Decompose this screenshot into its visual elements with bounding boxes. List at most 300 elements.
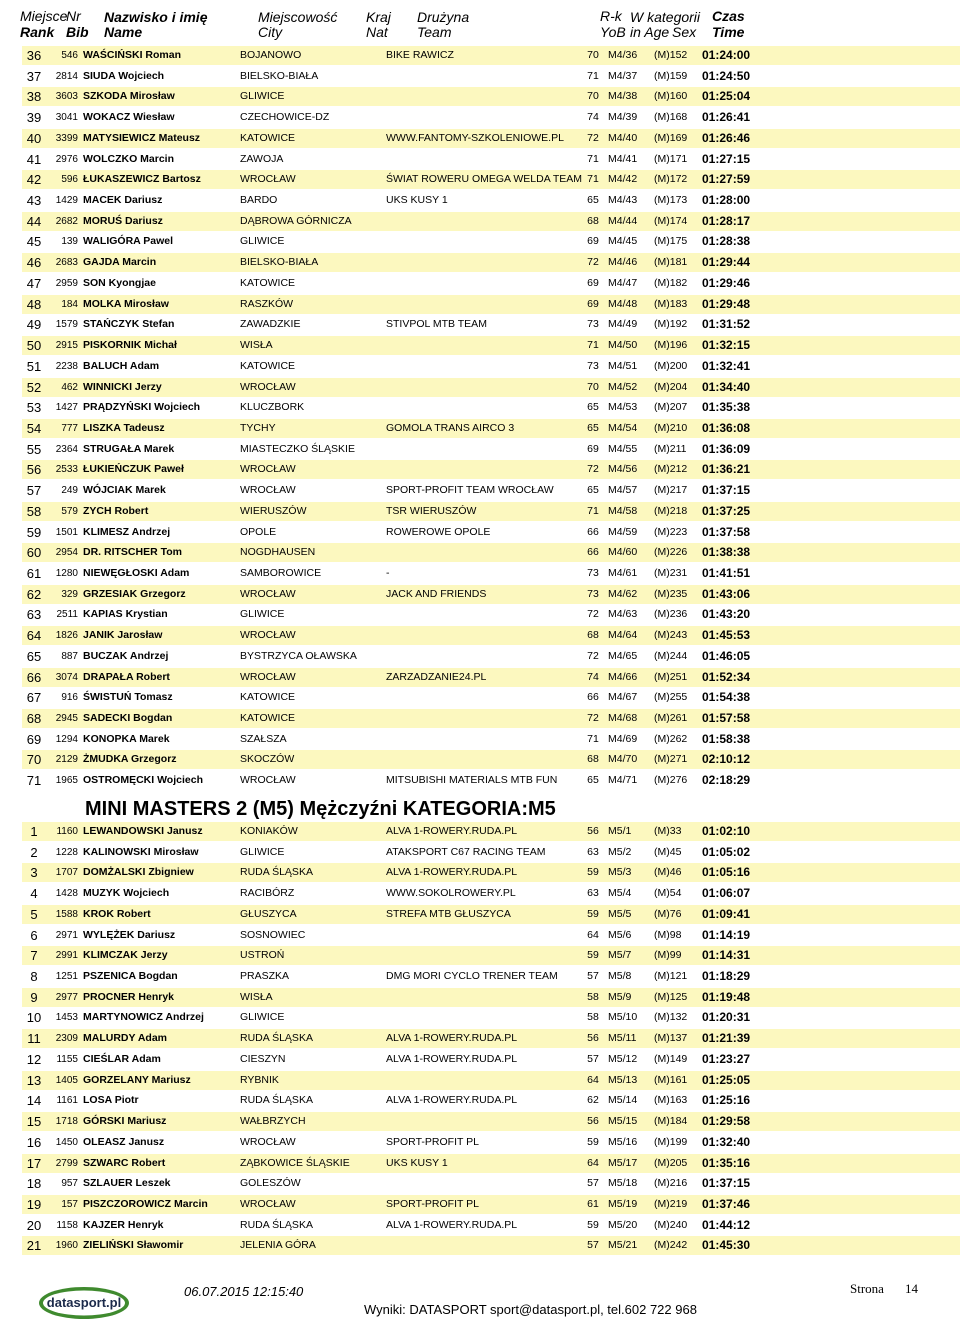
cell-cat: M4/43 [608,194,638,207]
table-row [22,730,960,749]
cell-team: GOMOLA TRANS AIRCO 3 [386,421,515,434]
cell-yob: 73 [587,359,599,372]
table-row [22,709,960,728]
cell-rank: 45 [26,234,42,250]
cell-cat: M4/71 [608,774,638,787]
cell-time: 01:36:21 [702,462,751,477]
cell-cat: M5/10 [608,1011,638,1024]
cell-time: 01:43:20 [702,607,751,622]
cell-yob: 56 [587,1032,599,1045]
cell-rank: 18 [26,1176,42,1192]
cell-cat: M5/14 [608,1094,638,1107]
cell-yob: 72 [587,131,599,144]
cell-sex: (M)173 [654,194,688,207]
table-row [22,1071,960,1090]
cell-sex: (M)121 [654,970,688,983]
table-row [22,605,960,624]
cell-sex: (M)236 [654,608,688,621]
cell-bib: 1405 [55,1074,78,1086]
cell-name: BUCZAK Andrzej [83,649,169,662]
cell-team: TSR WIERUSZÓW [386,504,477,517]
cell-cat: M4/70 [608,753,638,766]
table-row [22,460,960,479]
cell-cat: M4/45 [608,235,638,248]
cell-time: 02:18:29 [702,773,751,788]
cell-time: 01:28:38 [702,234,751,249]
cell-rank: 62 [26,586,42,602]
cell-bib: 596 [61,174,78,186]
cell-yob: 57 [587,1239,599,1252]
cell-cat: M5/5 [608,907,632,920]
cell-bib: 1228 [55,846,78,858]
table-row [22,1133,960,1152]
cell-time: 01:28:17 [702,213,751,228]
cell-name: LOSA Piotr [83,1094,139,1107]
cell-bib: 1160 [56,826,78,837]
cell-time: 01:35:16 [702,1155,751,1170]
cell-name: KONOPKA Marek [83,732,170,745]
cell-city: KLUCZBORK [240,401,305,414]
cell-bib: 1294 [55,733,78,745]
cell-yob: 72 [587,256,599,269]
cell-sex: (M)255 [654,691,688,704]
cell-time: 01:19:48 [702,989,751,1004]
cell-rank: 48 [26,296,42,312]
cell-cat: M4/63 [608,608,638,621]
cell-cat: M5/15 [608,1115,638,1128]
cell-rank: 10 [26,1010,42,1026]
cell-city: GŁUSZYCA [240,907,297,920]
cell-bib: 2959 [55,277,78,289]
table-row [22,585,960,604]
cell-sex: (M)192 [654,318,688,331]
cell-bib: 777 [61,422,78,434]
cell-time: 01:20:31 [702,1010,751,1025]
cell-cat: M4/50 [608,339,638,352]
table-row [22,129,960,148]
cell-yob: 74 [587,670,599,683]
cell-name: CIEŚLAR Adam [83,1052,161,1065]
cell-time: 01:37:15 [702,483,751,498]
cell-rank: 17 [26,1155,42,1171]
cell-name: WYLĘŻEK Dariusz [83,928,176,941]
cell-sex: (M)207 [654,401,688,414]
cell-city: ZĄBKOWICE ŚLĄSKIE [240,1156,350,1169]
cell-rank: 46 [26,255,42,271]
cell-team: ALVA 1-ROWERY.RUDA.PL [386,1032,518,1045]
cell-name: WALIGÓRA Pawel [83,235,174,248]
table-header [0,0,960,44]
cell-cat: M5/21 [608,1239,638,1252]
cell-sex: (M)218 [654,504,688,517]
table-row [22,843,960,862]
cell-name: DRAPAŁA Robert [83,670,170,683]
cell-city: GOLESZÓW [240,1177,301,1190]
cell-name: JANIK Jarosław [83,629,163,642]
cell-team: SPORT-PROFIT PL [386,1197,479,1210]
cell-yob: 56 [587,1115,599,1128]
cell-sex: (M)210 [654,421,688,434]
cell-cat: M4/58 [608,504,638,517]
cell-rank: 63 [26,607,42,623]
cell-cat: M4/62 [608,587,638,600]
cell-city: GLIWICE [240,1011,285,1024]
cell-rank: 50 [26,338,42,354]
page-label: Strona [850,1281,884,1296]
cell-sex: (M)182 [654,276,688,289]
cell-rank: 59 [26,524,42,540]
cell-rank: 47 [26,275,42,291]
cell-sex: (M)251 [654,670,688,683]
cell-time: 01:29:48 [702,296,751,311]
cell-sex: (M)261 [654,712,688,725]
cell-name: KAPIAS Krystian [83,608,168,621]
cell-bib: 139 [61,236,78,248]
cell-rank: 21 [26,1238,42,1254]
cell-name: ŁUKASZEWICZ Bartosz [83,173,201,186]
cell-team: STREFA MTB GŁUSZYCA [386,907,511,920]
cell-cat: M4/52 [608,380,638,393]
cell-time: 01:35:38 [702,400,751,415]
cell-rank: 70 [26,752,42,768]
cell-cat: M5/3 [608,866,632,879]
cell-yob: 57 [587,1052,599,1065]
cell-rank: 61 [26,566,42,581]
cell-city: BIELSKO-BIAŁA [240,256,319,269]
cell-city: SKOCZÓW [240,753,295,766]
cell-city: BOJANOWO [240,49,302,61]
cell-cat: M5/8 [608,970,632,983]
cell-yob: 71 [587,339,599,352]
cell-sex: (M)212 [654,463,688,476]
print-timestamp: 06.07.2015 12:15:40 [184,1284,304,1299]
cell-rank: 49 [26,317,42,333]
table-row [22,378,960,397]
cell-cat: M4/59 [608,525,638,538]
cell-name: GAJDA Marcin [83,256,157,269]
cell-cat: M4/61 [608,567,638,579]
cell-city: ZAWOJA [240,152,284,165]
header-team-en: Team [417,24,452,40]
table-row [22,905,960,924]
cell-team: ALVA 1-ROWERY.RUDA.PL [386,825,518,837]
cell-cat: M5/6 [608,928,632,941]
table-row [22,1112,960,1131]
cell-sex: (M)168 [654,111,688,124]
cell-sex: (M)204 [654,380,688,393]
table-row [22,1008,960,1027]
table-row [22,1029,960,1048]
cell-team: STIVPOL MTB TEAM [386,318,487,331]
cell-sex: (M)181 [654,256,688,269]
cell-time: 01:23:27 [702,1051,751,1066]
cell-bib: 1826 [55,630,78,642]
cell-cat: M4/67 [608,691,638,704]
cell-yob: 71 [587,173,599,186]
table-row [22,1216,960,1235]
cell-bib: 462 [61,381,78,393]
cell-yob: 64 [587,928,599,941]
cell-yob: 65 [587,194,599,207]
cell-time: 01:14:19 [702,927,751,942]
cell-bib: 2533 [55,464,78,476]
cell-name: LISZKA Tadeusz [83,421,165,434]
cell-time: 01:29:44 [702,255,751,270]
cell-bib: 1429 [55,195,78,207]
cell-cat: M4/48 [608,297,638,310]
cell-name: WAŚCIŃSKI Roman [83,49,182,61]
table-row [22,108,960,127]
cell-city: BARDO [240,194,278,207]
cell-team: MITSUBISHI MATERIALS MTB FUN [386,774,558,787]
cell-rank: 38 [26,89,42,105]
cell-team: SPORT-PROFIT TEAM WROCŁAW [386,484,554,497]
table-row [22,946,960,965]
table-row [22,232,960,251]
cell-team: WWW.FANTOMY-SZKOLENIOWE.PL [386,131,564,144]
table-row [22,688,960,707]
table-row [22,1050,960,1069]
cell-team: ALVA 1-ROWERY.RUDA.PL [386,1218,518,1231]
cell-name: WOLCZKO Marcin [83,152,174,165]
table-row [22,315,960,334]
cell-rank: 20 [26,1217,42,1233]
cell-sex: (M)276 [654,774,688,787]
cell-city: WROCŁAW [240,1135,296,1148]
cell-cat: M4/64 [608,629,638,642]
cell-cat: M4/41 [608,152,638,165]
cell-rank: 3 [30,865,38,881]
cell-bib: 1427 [55,402,78,414]
cell-time: 01:37:58 [702,524,751,539]
cell-yob: 58 [587,990,599,1003]
cell-time: 01:37:25 [702,503,751,518]
cell-city: KATOWICE [240,691,296,704]
cell-sex: (M)76 [654,907,682,920]
header-cat-pl: W kategorii [630,9,701,25]
cell-yob: 64 [587,1156,599,1169]
cell-sex: (M)99 [654,949,682,962]
header-nat-en: Nat [366,24,388,40]
cell-time: 01:36:08 [702,420,751,435]
cell-time: 01:18:29 [702,969,751,984]
cell-cat: M5/11 [608,1032,637,1045]
cell-rank: 71 [26,773,42,789]
cell-yob: 59 [587,1135,599,1148]
cell-time: 01:02:10 [702,824,751,838]
cell-time: 01:52:34 [702,669,751,684]
cell-yob: 58 [587,1011,599,1024]
cell-sex: (M)226 [654,546,688,559]
cell-bib: 1965 [55,775,78,787]
table-row [22,884,960,903]
cell-time: 01:27:15 [702,151,751,166]
cell-city: MIASTECZKO ŚLĄSKIE [240,442,355,455]
cell-bib: 1428 [55,888,78,900]
header-bib-en: Bib [66,24,89,40]
cell-bib: 2977 [55,991,78,1003]
cell-city: WROCŁAW [240,587,296,600]
table-row [22,750,960,769]
cell-sex: (M)159 [654,69,688,82]
cell-bib: 2991 [55,950,78,962]
cell-sex: (M)98 [654,928,682,941]
cell-name: LEWANDOWSKI Janusz [83,825,203,837]
cell-name: SZLAUER Leszek [83,1177,171,1190]
cell-yob: 65 [587,774,599,787]
table-row [22,1091,960,1110]
cell-cat: M5/17 [608,1156,638,1169]
cell-yob: 73 [587,587,599,600]
cell-bib: 1501 [55,526,78,538]
cell-rank: 66 [26,669,42,685]
cell-name: DR. RITSCHER Tom [83,546,182,559]
cell-city: KATOWICE [240,131,296,144]
cell-team: - [386,567,390,579]
cell-bib: 2511 [56,609,78,621]
cell-name: PISKORNIK Michał [83,339,177,352]
cell-city: NOGDHAUSEN [240,546,316,559]
table-row [22,668,960,687]
cell-sex: (M)137 [654,1032,688,1045]
cell-team: SPORT-PROFIT PL [386,1135,479,1148]
cell-sex: (M)219 [654,1197,688,1210]
cell-city: RACIBÓRZ [240,887,295,900]
cell-yob: 69 [587,297,599,310]
cell-sex: (M)211 [654,442,687,455]
cell-time: 01:54:38 [702,690,751,705]
cell-name: ZIELIŃSKI Sławomir [83,1239,184,1252]
cell-rank: 37 [26,68,42,84]
table-row [22,336,960,355]
cell-city: CZECHOWICE-DZ [240,111,330,124]
cell-cat: M4/66 [608,670,638,683]
cell-cat: M4/47 [608,276,638,289]
cell-time: 01:58:38 [702,731,751,746]
cell-sex: (M)199 [654,1135,688,1148]
cell-bib: 916 [61,692,78,704]
cell-yob: 72 [587,608,599,621]
cell-time: 01:26:46 [702,130,751,145]
table-row [22,626,960,645]
cell-bib: 1155 [56,1053,78,1065]
cell-city: RASZKÓW [240,297,294,310]
section-title: MINI MASTERS 2 (M5) Mężczyźni KATEGORIA:M5 [85,798,556,820]
cell-bib: 1579 [55,319,78,331]
cell-rank: 11 [27,1031,41,1047]
table-row [22,253,960,272]
cell-city: WAŁBRZYCH [240,1115,306,1128]
cell-time: 01:05:02 [702,844,751,859]
cell-rank: 14 [26,1093,42,1109]
cell-cat: M4/69 [608,732,638,745]
cell-bib: 546 [61,50,78,61]
cell-rank: 58 [26,503,42,519]
cell-yob: 66 [587,525,599,538]
cell-cat: M5/1 [608,825,632,837]
cell-city: WROCŁAW [240,173,296,186]
cell-rank: 36 [26,48,42,63]
cell-city: SOSNOWIEC [240,928,306,941]
cell-sex: (M)223 [654,525,688,538]
cell-cat: M4/36 [608,49,638,61]
cell-bib: 2945 [55,713,78,725]
cell-rank: 52 [26,379,42,395]
cell-cat: M4/53 [608,401,638,414]
cell-sex: (M)45 [654,845,682,858]
cell-bib: 2799 [55,1157,78,1169]
cell-sex: (M)33 [654,825,682,837]
cell-name: SADECKI Bogdan [83,712,173,725]
cell-rank: 42 [26,172,42,188]
cell-bib: 1280 [55,568,78,579]
cell-sex: (M)163 [654,1094,688,1107]
cell-sex: (M)200 [654,359,688,372]
cell-name: ŚWISTUŃ Tomasz [83,691,173,704]
cell-yob: 57 [587,970,599,983]
cell-time: 01:45:30 [702,1238,751,1253]
table-row [22,926,960,945]
cell-yob: 71 [587,732,599,745]
cell-yob: 56 [587,825,599,837]
table-row [22,357,960,376]
cell-cat: M5/12 [608,1052,638,1065]
cell-yob: 66 [587,546,599,559]
cell-rank: 19 [26,1196,42,1212]
cell-bib: 957 [61,1178,78,1190]
cell-bib: 887 [61,650,78,662]
cell-cat: M4/46 [608,256,638,269]
cell-bib: 1707 [55,867,78,879]
cell-time: 01:25:04 [702,89,751,104]
cell-city: GLIWICE [240,608,285,621]
cell-cat: M4/39 [608,111,638,124]
cell-yob: 63 [587,887,599,900]
cell-time: 01:41:51 [702,566,751,580]
cell-time: 01:45:53 [702,628,751,643]
cell-team: ALVA 1-ROWERY.RUDA.PL [386,1094,518,1107]
cell-yob: 72 [587,463,599,476]
cell-time: 01:21:39 [702,1031,751,1046]
cell-bib: 249 [61,485,78,497]
cell-cat: M4/42 [608,173,638,186]
cell-yob: 72 [587,649,599,662]
table-row [22,87,960,106]
cell-yob: 71 [587,504,599,517]
cell-name: KAJZER Henryk [83,1218,164,1231]
cell-team: JACK AND FRIENDS [386,587,487,600]
cell-sex: (M)54 [654,887,682,900]
cell-team: ZARZADZANIE24.PL [386,670,487,683]
cell-cat: M4/60 [608,546,638,559]
cell-yob: 66 [587,691,599,704]
cell-time: 01:25:05 [702,1072,751,1087]
cell-name: KROK Robert [83,907,151,920]
cell-city: BYSTRZYCA OŁAWSKA [240,649,357,662]
cell-name: SZWARC Robert [83,1156,166,1169]
cell-cat: M4/55 [608,442,638,455]
cell-name: WOKACZ Wiesław [83,111,175,124]
cell-bib: 2971 [55,929,78,941]
cell-sex: (M)217 [654,484,688,497]
cell-yob: 68 [587,214,599,227]
cell-bib: 1450 [55,1136,78,1148]
cell-name: MORUŚ Dariusz [83,214,163,227]
cell-sex: (M)169 [654,131,688,144]
cell-name: ŁUKIEŃCZUK Paweł [83,463,184,476]
cell-bib: 2364 [55,443,78,455]
header-city-pl: Miejscowość [258,9,338,25]
